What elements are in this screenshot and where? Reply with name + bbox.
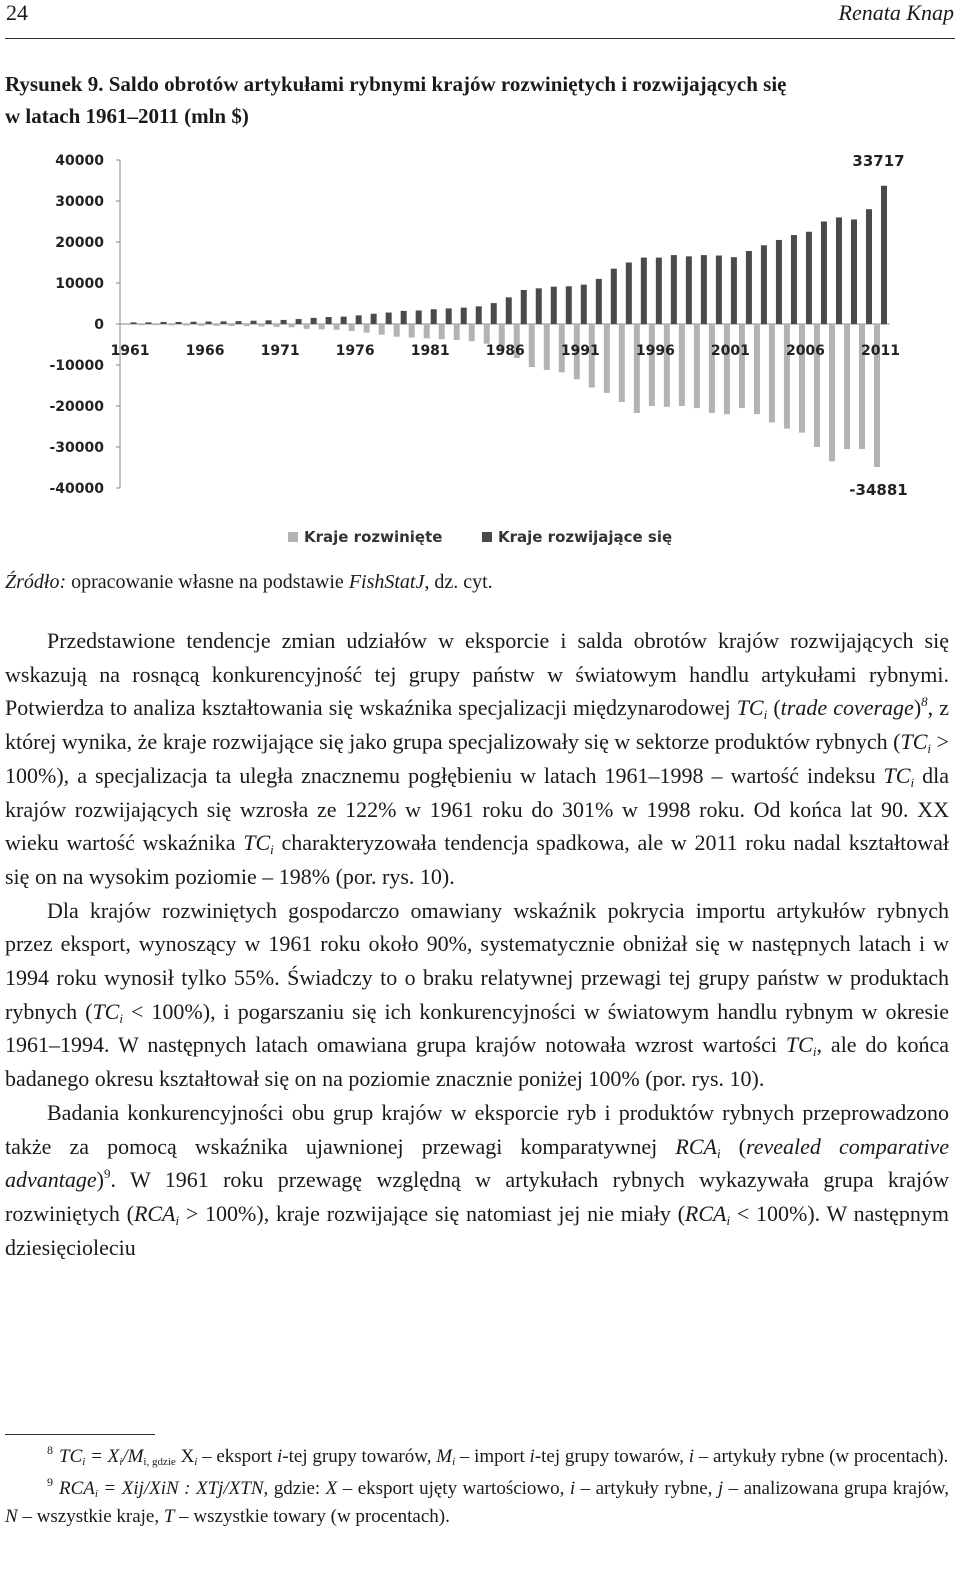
y-tick-label: 0 <box>94 317 104 333</box>
bar-developing-1984 <box>476 306 482 324</box>
bar-developed-1963 <box>154 324 160 325</box>
footnote-ref-9: 9 <box>103 1166 111 1182</box>
bar-developed-1966 <box>199 324 205 326</box>
bar-developed-1978 <box>379 324 385 335</box>
x-tick-label: 1971 <box>260 343 300 359</box>
bar-developing-1982 <box>446 308 452 324</box>
bar-developing-2007 <box>821 222 827 325</box>
bar-developing-1966 <box>206 322 212 324</box>
paragraph-3: Badania konkurencyjności obu grup krajów w eksporcie ryb i produktów rybnych przeprowadzono także za pomocą wskaźnika ujawnionej przewagi komparatywnej $RCA_i$ (revealed comparative advantage)$^9$. W 1961 roku przewagę względną w artykułach rybnych wykazywała grupa krajów rozwiniętych $(RCA_i > 100\%)$, kraje rozwijające się natomiast jej nie miały $(RCA_i < 100\%)$. W następnym dziesięcioleciu <box>5 1099 950 1260</box>
paragraph-2: Dla krajów rozwiniętych gospodarczo omawiany wskaźnik pokrycia importu artykułów rybnych przez eksport, wynoszący w 1961 roku około 90%, systematycznie obniżał się w następnych latach i w 1994 roku wynosił tylko 55%. Świadczy to o braku relatywnej przewagi tej grupy państw w produktach rybnych $(TC_i < 100\%)$, i pogarszaniu się ich konkurencyjności w światowym handlu rybnym w okresie 1961–1994. W następnych latach omawiana grupa krajów notowała wzrost wartości $TC_i$, ale do końca badanego okresu kształtował się on na poziomie znacznie poniżej 100% (por. rys. 10). <box>5 897 950 1092</box>
bar-developing-1989 <box>551 287 557 324</box>
bar-developed-1962 <box>139 324 145 325</box>
bar-developing-1967 <box>221 321 227 324</box>
bar-developed-1972 <box>289 324 295 327</box>
footnotes <box>5 1443 949 1531</box>
x-tick-label: 1996 <box>635 343 675 359</box>
bar-developing-1973 <box>311 318 317 324</box>
bar-developed-1999 <box>694 324 700 408</box>
legend-swatch-developed <box>288 532 298 542</box>
bar-developed-1984 <box>469 324 475 341</box>
bar-developing-1992 <box>596 279 602 324</box>
bar-developed-1969 <box>244 324 250 326</box>
legend-label-developing: Kraje rozwijające się <box>498 528 673 546</box>
bar-developed-1965 <box>184 324 190 326</box>
footnote-ref-8: 8 <box>921 694 928 710</box>
bar-developing-2008 <box>836 217 842 324</box>
figure-source: Źródło: opracowanie własne na podstawie FishStatJ, dz. cyt. <box>5 571 493 593</box>
bar-developing-1978 <box>386 313 392 324</box>
y-tick-label: 40000 <box>55 153 104 169</box>
bar-developed-2000 <box>709 324 715 413</box>
source-database: FishStatJ <box>348 571 425 593</box>
bar-developing-1977 <box>371 314 377 324</box>
y-tick-label: 10000 <box>55 276 104 292</box>
bar-developing-1970 <box>266 320 272 324</box>
footnote-8: $^8$ $TC_i = X_i/M_{i, gdzie}$ $X_i$ – eksport i-tej grupy towarów, $M_i$ – import i-tej grupy towarów, i – artykuły rybne (w procentach). <box>47 1443 949 1468</box>
y-tick-label: 20000 <box>55 235 104 251</box>
bar-developed-1964 <box>169 324 175 325</box>
body-text <box>5 624 949 1264</box>
x-tick-label: 1976 <box>335 343 375 359</box>
bar-developed-1977 <box>364 324 370 333</box>
bar-developing-2001 <box>731 257 737 324</box>
bar-developing-1969 <box>251 321 257 324</box>
page-number: 24 <box>6 0 28 25</box>
bar-developed-1982 <box>439 324 445 339</box>
bar-developing-1964 <box>176 322 182 324</box>
annotation-max-developing: 33717 <box>852 151 905 170</box>
bar-developing-1963 <box>161 322 167 324</box>
bar-developed-2003 <box>754 324 760 414</box>
y-axis-tick-labels <box>49 153 104 497</box>
bar-developing-2006 <box>806 232 812 324</box>
y-tick-label: -10000 <box>49 358 104 374</box>
bar-developing-1995 <box>641 258 647 324</box>
bar-developed-1968 <box>229 324 235 326</box>
y-tick-label: -20000 <box>49 399 104 415</box>
source-label: Źródło: <box>5 571 67 593</box>
bar-developed-1980 <box>409 324 415 338</box>
chart-bars <box>124 186 888 467</box>
bar-developed-1985 <box>484 324 490 344</box>
balance-bar-chart <box>0 140 960 560</box>
bar-developed-2004 <box>769 324 775 422</box>
bar-developed-1971 <box>274 324 280 327</box>
bar-developing-1974 <box>326 317 332 324</box>
bar-developed-2009 <box>844 324 850 449</box>
bar-developed-1993 <box>604 324 610 393</box>
bar-developing-1961 <box>131 322 137 324</box>
bar-developing-2004 <box>776 240 782 324</box>
bar-developing-1987 <box>521 290 527 324</box>
x-tick-label: 1961 <box>110 343 150 359</box>
chart-legend <box>288 528 672 546</box>
figure-caption <box>5 68 950 132</box>
bar-developed-1998 <box>679 324 685 406</box>
bar-developed-1970 <box>259 324 265 326</box>
running-header-author: Renata Knap <box>838 0 954 25</box>
bar-developing-2010 <box>866 209 872 324</box>
bar-developed-1989 <box>544 324 550 370</box>
legend-label-developed: Kraje rozwinięte <box>304 528 443 546</box>
bar-developed-1983 <box>454 324 460 340</box>
bar-developing-1983 <box>461 308 467 324</box>
bar-developing-1980 <box>416 310 422 324</box>
bar-developed-2001 <box>724 324 730 414</box>
bar-developing-2005 <box>791 235 797 324</box>
bar-developing-1979 <box>401 311 407 324</box>
bar-developed-1975 <box>334 324 340 330</box>
annotation-min-developed: -34881 <box>849 481 908 500</box>
bar-developing-2000 <box>716 256 722 324</box>
x-tick-label: 1966 <box>185 343 225 359</box>
bar-developing-2002 <box>746 251 752 324</box>
bar-developed-2008 <box>829 324 835 461</box>
bar-developed-1996 <box>649 324 655 406</box>
y-tick-label: 30000 <box>55 194 104 210</box>
x-tick-label: 1986 <box>485 343 525 359</box>
bar-developing-1990 <box>566 286 572 324</box>
bar-developed-1997 <box>664 324 670 407</box>
x-tick-label: 2006 <box>785 343 825 359</box>
bar-developing-1962 <box>146 322 152 324</box>
x-tick-label: 1991 <box>560 343 600 359</box>
bar-developing-1972 <box>296 319 302 324</box>
legend-swatch-developing <box>482 532 492 542</box>
bar-developing-1994 <box>626 263 632 325</box>
y-tick-label: -40000 <box>49 481 104 497</box>
x-tick-label: 2001 <box>710 343 750 359</box>
footnote-9: $^9$ $RCA_i = Xij/XiN$ : XTj/XTN, gdzie: X – eksport ujęty wartościowo, i – artykuły rybne, j – analizowana grupa krajów, N – wszystkie kraje, T – wszystkie towary (w procentach). <box>5 1475 949 1527</box>
header-rule <box>5 38 955 39</box>
y-tick-label: -30000 <box>49 440 104 456</box>
bar-developing-1999 <box>701 255 707 324</box>
bar-developing-1985 <box>491 303 497 324</box>
bar-developing-1997 <box>671 255 677 324</box>
bar-developing-1996 <box>656 258 662 324</box>
bar-developed-2006 <box>799 324 805 433</box>
bar-developing-1971 <box>281 320 287 324</box>
bar-developed-1979 <box>394 324 400 337</box>
bar-developed-2005 <box>784 324 790 429</box>
footnote-rule <box>5 1434 155 1435</box>
bar-developing-2009 <box>851 219 857 324</box>
bar-developing-1965 <box>191 322 197 324</box>
x-axis-tick-labels <box>111 343 900 359</box>
bar-developing-2011 <box>881 186 887 324</box>
figure-caption-line-2: w latach 1961–2011 (mln $) <box>5 104 249 128</box>
bar-developing-1998 <box>686 256 692 324</box>
bar-developed-1973 <box>304 324 310 329</box>
figure-caption-line-1: Rysunek 9. Saldo obrotów artykułami rybnymi krajów rozwiniętych i rozwijających się <box>5 72 787 96</box>
paragraph-1: Przedstawione tendencje zmian udziałów w eksporcie i salda obrotów krajów rozwijających się wskazują na rosnącą konkurencyjność tej grupy państw w światowym handlu artykułami rybnymi. Potwierdza to analiza kształtowania się wskaźnika specjalizacji międzynarodowej $TC_i$ (trade coverage)$^8$, z której wynika, że kraje rozwijające się jako grupa specjalizowały się w sektorze produktów rybnych $(TC_i > 100\%)$, a specjalizacja ta uległa znacznemu pogłębieniu w latach 1961–1998 – wartość indeksu $TC_i$ dla krajów rozwijających się wzrosła ze 122% w 1961 roku do 301% w 1998 roku. Od końca lat 90. XX wieku wartość wskaźnika $TC_i$ charakteryzowała tendencja spadkowa, ale w 2011 roku nadal kształtował się on na wysokim poziomie – 198% (por. rys. 10). <box>5 628 949 889</box>
bar-developed-1994 <box>619 324 625 402</box>
bar-developing-1975 <box>341 317 347 324</box>
bar-developing-1993 <box>611 269 617 324</box>
bar-developed-1981 <box>424 324 430 338</box>
x-tick-label: 2011 <box>861 343 900 359</box>
bar-developing-2003 <box>761 245 767 324</box>
bar-developing-1991 <box>581 285 587 324</box>
bar-developed-1976 <box>349 324 355 331</box>
bar-developed-1988 <box>529 324 535 367</box>
bar-developed-1967 <box>214 324 220 326</box>
bar-developing-1986 <box>506 297 512 324</box>
bar-developing-1988 <box>536 288 542 324</box>
bar-developed-2002 <box>739 324 745 408</box>
x-tick-label: 1981 <box>410 343 450 359</box>
bar-developed-1995 <box>634 324 640 413</box>
bar-developing-1976 <box>356 315 362 324</box>
bar-developed-1974 <box>319 324 325 329</box>
bar-developing-1981 <box>431 309 437 324</box>
bar-developed-1961 <box>124 324 130 325</box>
bar-developing-1968 <box>236 321 242 324</box>
